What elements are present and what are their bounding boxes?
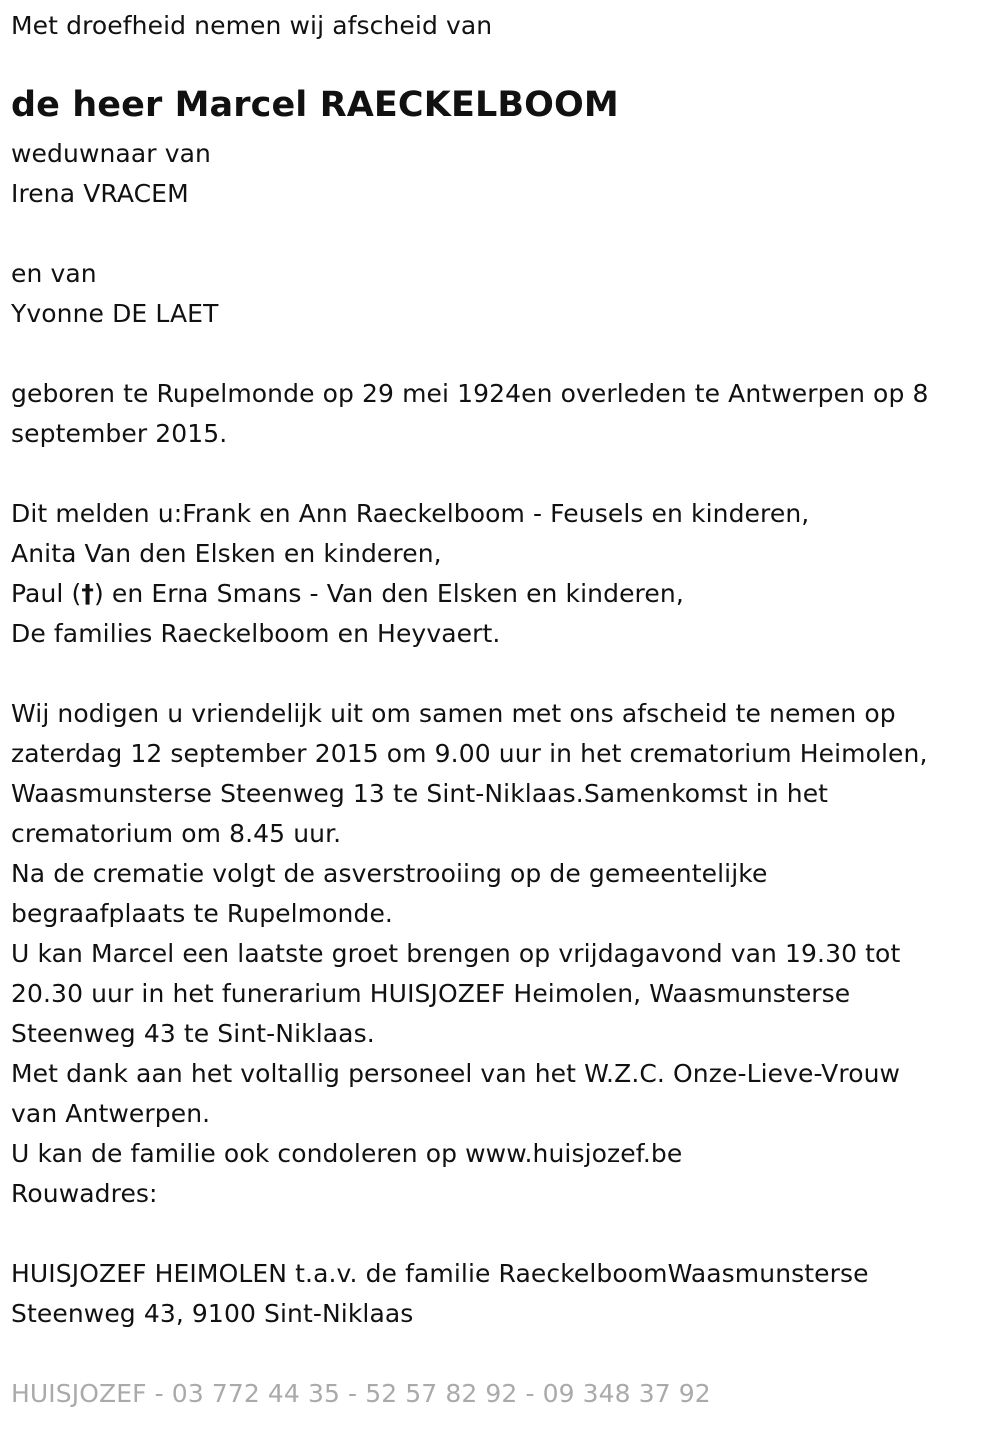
- ceremony-line: begraafplaats te Rupelmonde.: [11, 899, 393, 928]
- ceremony-line: 20.30 uur in het funerarium HUISJOZEF Heimolen, Waasmunsterse: [11, 979, 851, 1008]
- birth-death-line: september 2015.: [11, 419, 228, 448]
- ceremony-line: Wij nodigen u vriendelijk uit om samen met ons afscheid te nemen op: [11, 699, 896, 728]
- family-line-text: Paul (: [11, 579, 82, 608]
- deceased-name: de heer Marcel RAECKELBOOM: [11, 85, 619, 125]
- address-line: HUISJOZEF HEIMOLEN t.a.v. de familie RaeckelboomWaasmunsterse: [11, 1259, 869, 1288]
- cross-icon: †: [81, 579, 94, 608]
- birth-death-line: geboren te Rupelmonde op 29 mei 1924en overleden te Antwerpen op 8: [11, 379, 929, 408]
- family-line: Dit melden u:Frank en Ann Raeckelboom - Feusels en kinderen,: [11, 499, 810, 528]
- address-line: Steenweg 43, 9100 Sint-Niklaas: [11, 1299, 414, 1328]
- ceremony-line: Steenweg 43 te Sint-Niklaas.: [11, 1019, 375, 1048]
- family-line: Anita Van den Elsken en kinderen,: [11, 539, 442, 568]
- spouse2-label: en van: [11, 259, 97, 288]
- family-line: [11, 574, 684, 614]
- ceremony-line: crematorium om 8.45 uur.: [11, 819, 342, 848]
- family-line: De families Raeckelboom en Heyvaert.: [11, 619, 501, 648]
- spouse1-name: Irena VRACEM: [11, 179, 189, 208]
- ceremony-line: U kan Marcel een laatste groet brengen op vrijdagavond van 19.30 tot: [11, 939, 901, 968]
- ceremony-line: van Antwerpen.: [11, 1099, 211, 1128]
- ceremony-line: Rouwadres:: [11, 1179, 158, 1208]
- spouse2-name: Yvonne DE LAET: [11, 299, 219, 328]
- family-line-text: ) en Erna Smans - Van den Elsken en kinderen,: [93, 579, 684, 608]
- intro-text: Met droefheid nemen wij afscheid van: [11, 11, 493, 40]
- ceremony-line: zaterdag 12 september 2015 om 9.00 uur in het crematorium Heimolen,: [11, 739, 928, 768]
- ceremony-line: Na de crematie volgt de asverstrooiing op de gemeentelijke: [11, 859, 768, 888]
- ceremony-line: U kan de familie ook condoleren op www.huisjozef.be: [11, 1139, 683, 1168]
- ceremony-line: Met dank aan het voltallig personeel van het W.Z.C. Onze-Lieve-Vrouw: [11, 1059, 901, 1088]
- ceremony-line: Waasmunsterse Steenweg 13 te Sint-Niklaas.Samenkomst in het: [11, 779, 829, 808]
- spouse1-label: weduwnaar van: [11, 139, 211, 168]
- footer-contact: HUISJOZEF - 03 772 44 35 - 52 57 82 92 - 09 348 37 92: [11, 1379, 711, 1408]
